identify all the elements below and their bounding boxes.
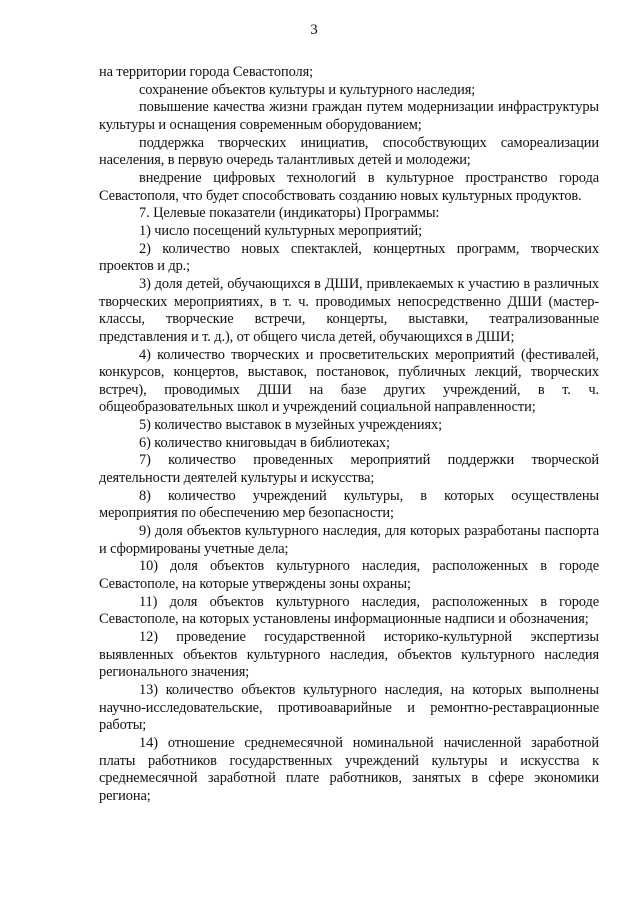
section-heading: 7. Целевые показатели (индикаторы) Программы: — [139, 205, 440, 222]
list-item: 5) количество выставок в музейных учреждениях; — [139, 417, 442, 434]
list-item: 14) отношение среднемесячной номинальной начисленной заработной платы работников государственных учреждений культуры и искусства к среднемесячной заработной плате работников, занятых в сфере экономики региона; — [99, 734, 599, 804]
list-item: 8) количество учреждений культуры, в которых осуществлены мероприятия по обеспечению мер безопасности; — [99, 487, 599, 522]
page-number: 3 — [310, 22, 318, 38]
list-item: 9) доля объектов культурного наследия, для которых разработаны паспорта и сформированы учетные дела; — [99, 523, 599, 557]
list-item: 11) доля объектов культурного наследия, расположенных в городе Севастополе, на которых установлены информационные надписи и обозначения; — [99, 593, 599, 628]
list-item: 3) доля детей, обучающихся в ДШИ, привлекаемых к участию в различных творческих мероприятиях, в т. ч. проводимых непосредственно ДШИ (мастер-классы, творческие встречи, концерты, выставки, театрализованные представления и т. д.), от общего числа детей, обучающихся в ДШИ; — [99, 275, 599, 345]
paragraph: сохранение объектов культуры и культурного наследия; — [139, 81, 476, 98]
list-item: 2) количество новых спектаклей, концертных программ, творческих проектов и др.; — [99, 240, 599, 275]
paragraph: повышение качества жизни граждан путем модернизации инфраструктуры культуры и оснащения современным оборудованием; — [99, 99, 599, 133]
list-item: 4) количество творческих и просветительских мероприятий (фестивалей, конкурсов, концертов, выставок, постановок, публичных лекций, творческих встреч), проводимых ДШИ на базе других учреждений, в т. ч. общеобразовательных школ и учреждений социальной направленности; — [99, 346, 599, 416]
list-item: 7) количество проведенных мероприятий поддержки творческой деятельности деятелей культуры и искусства; — [99, 452, 599, 487]
list-item: 13) количество объектов культурного наследия, на которых выполнены научно-исследовательские, противоаварийные и ремонтно-реставрационные работы; — [99, 681, 599, 734]
document-body — [99, 64, 599, 806]
list-item: 1) число посещений культурных мероприятий; — [139, 222, 423, 239]
list-item: 10) доля объектов культурного наследия, расположенных в городе Севастополе, на которые утверждены зоны охраны; — [99, 558, 599, 593]
list-item: 6) количество книговыдач в библиотеках; — [139, 434, 390, 451]
paragraph: поддержка творческих инициатив, способствующих самореализации населения, в первую очередь талантливых детей и молодежи; — [99, 134, 599, 169]
list-item: 12) проведение государственной историко-культурной экспертизы выявленных объектов культурного наследия, объектов культурного наследия регионального значения; — [99, 629, 599, 681]
paragraph: внедрение цифровых технологий в культурное пространство города Севастополя, что будет способствовать созданию новых культурных продуктов. — [99, 169, 599, 204]
paragraph: на территории города Севастополя; — [99, 64, 314, 80]
